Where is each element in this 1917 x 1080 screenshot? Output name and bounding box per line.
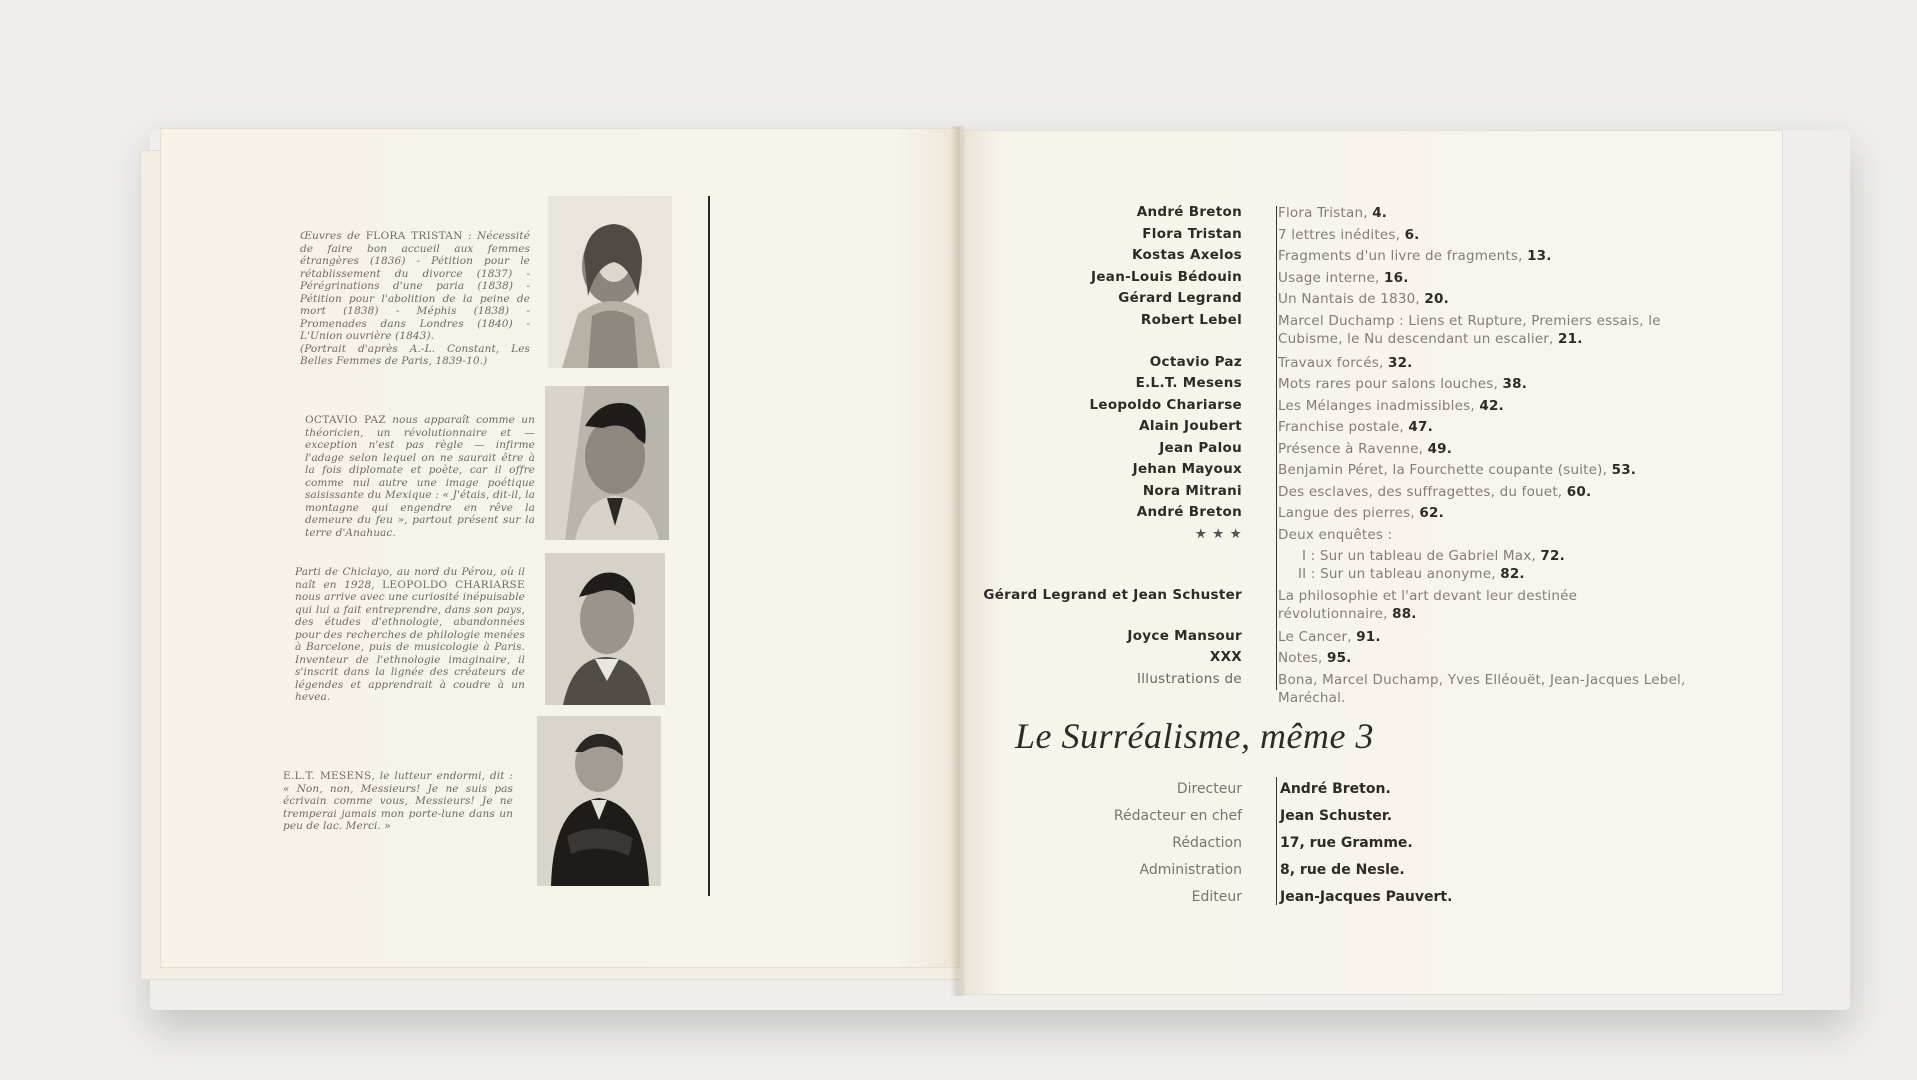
toc-row [970,649,1770,671]
toc-author [970,565,1260,587]
toc-page: 82. [1500,566,1525,582]
toc-title: Fragments d'un livre de fragments, 13. [1278,248,1552,264]
toc-title: Un Nantais de 1830, 20. [1278,291,1449,307]
masthead-label: Rédaction [1172,834,1242,851]
masthead-row [970,883,1670,910]
portrait-flora-tristan [548,196,672,368]
toc-title: Notes, 95. [1278,650,1352,666]
masthead-value: André Breton. [1280,780,1391,797]
toc-page: 72. [1540,548,1565,564]
toc-author: Octavio Paz [1149,353,1242,370]
toc-author: Alain Joubert [1139,418,1242,434]
toc-title: I : Sur un tableau de Gabriel Max, 72. [1302,548,1565,564]
toc-author: Jean Palou [1159,439,1242,456]
toc-author [970,547,1260,565]
bio-caption: (Portrait d'après A.-L. Constant, Les Belles Femmes de Paris, 1839-10.) [300,342,530,367]
toc-row [970,354,1770,376]
toc-row [970,418,1770,440]
masthead-value: 17, rue Gramme. [1280,834,1413,851]
toc-page: 16. [1384,269,1409,286]
toc-author: Gérard Legrand [1118,290,1242,306]
bio-leopoldo-chariarse: Parti de Chiclayo, au nord du Pérou, où il naît en 1928, LEOPOLDO CHARIARSE nous arrive avec une curiosité inépuisable qui lui a fait entreprendre, dans son pays, des études d'ethnologie, abandonnées pour des recherches de philologie menées à Barcelone, puis de musicologie à Paris. Inventeur de l'ethnologie imaginaire, il s'inscrit dans la lignée des créateurs de légendes et apprendrait à coudre à un hevea. [295,566,525,703]
bio-name: OCTAVIO PAZ [305,414,386,426]
bio-elt-mesens: E.L.T. MESENS, le lutteur endormi, dit : « Non, non, Messieurs! Je ne suis pas écrivain comme vous, Messieurs! Je ne tremperai jamais mon porte-lune dans un peu de lac. Merci. » [283,770,513,832]
toc-row [970,204,1770,226]
toc-author: Illustrations de [1136,670,1242,687]
masthead-value: Jean-Jacques Pauvert. [1280,888,1453,905]
masthead-label: Administration [1139,861,1242,878]
toc-row [970,440,1770,462]
toc-author: Robert Lebel [1140,311,1242,328]
toc-row [970,565,1770,587]
toc-page: 42. [1479,397,1504,414]
toc-row [970,526,1770,548]
toc-author: Flora Tristan [1142,225,1242,242]
book-gutter [950,126,966,996]
table-of-contents [970,204,1770,709]
masthead-value: Jean Schuster. [1280,807,1393,824]
toc-row [970,375,1770,397]
toc-author: Nora Mitrani [1142,482,1242,499]
toc-author: Jean-Louis Bédouin [1091,268,1242,285]
toc-author: E.L.T. Mesens [1135,375,1242,391]
toc-row [970,587,1770,625]
portrait-elt-mesens [537,716,661,886]
masthead-value: 8, rue de Nesle. [1280,861,1405,878]
toc-row [970,397,1770,419]
toc-title: Travaux forcés, 32. [1278,354,1413,371]
left-page-rule [708,196,710,896]
toc-page: 13. [1527,248,1552,264]
bio-flora-tristan: Œuvres de FLORA TRISTAN : Nécessité de faire bon accueil aux femmes étrangères (1836) - Pétition pour le rétablissement du divorce (1837) - Pérégrinations d'une paria (1838) - Pétition pour l'abolition de la peine de mort (1838) - Méphis (1838) - Promenades dans Londres (1840) - L'Union ouvrière (1843). (Portrait d'après A.-L. Constant, Les Belles Femmes de Paris, 1839-10.) [300,230,531,367]
bio-name: FLORA TRISTAN [365,230,463,242]
journal-title: Le Surréalisme, même 3 [1015,716,1374,756]
masthead [970,775,1670,910]
masthead-row [970,802,1670,829]
toc-row [970,312,1770,350]
toc-title: Franchise postale, 47. [1278,419,1433,435]
toc-author: Gérard Legrand et Jean Schuster [983,586,1242,603]
toc-page: 60. [1566,483,1592,500]
masthead-label: Editeur [1191,888,1242,905]
toc-page: 38. [1502,376,1528,392]
toc-row [970,547,1770,565]
toc-page: 47. [1408,419,1433,435]
toc-title: II : Sur un tableau anonyme, 82. [1298,566,1525,582]
toc-row [970,483,1770,505]
toc-page: 21. [1558,330,1583,347]
masthead-row [970,856,1670,883]
toc-row [970,628,1770,650]
toc-title: Bona, Marcel Duchamp, Yves Elléouët, Jean-Jacques Lebel, Maréchal. [1278,671,1686,706]
toc-row [970,671,1770,709]
toc-row [970,226,1770,248]
toc-row [970,461,1770,483]
masthead-label: Directeur [1176,780,1242,797]
toc-title: Les Mélanges inadmissibles, 42. [1278,397,1504,414]
toc-title: Présence à Ravenne, 49. [1278,440,1453,457]
toc-author: André Breton [1136,504,1242,520]
bio-name: E.L.T. MESENS [283,770,372,782]
toc-title: Usage interne, 16. [1278,269,1409,286]
toc-author: Joyce Mansour [1127,627,1242,644]
stars-ornament: ★ ★ ★ [1194,525,1242,542]
toc-page: 53. [1611,462,1637,478]
toc-page: 49. [1427,440,1453,457]
toc-title: Le Cancer, 91. [1278,628,1381,645]
toc-page: 91. [1356,628,1381,645]
toc-page: 6. [1404,226,1420,243]
toc-page: 95. [1326,650,1352,666]
toc-row [970,247,1770,269]
toc-page: 4. [1372,205,1388,221]
toc-title: Benjamin Péret, la Fourchette coupante (suite), 53. [1278,462,1637,478]
toc-row [970,504,1770,526]
portrait-leopoldo-chariarse [545,553,665,705]
masthead-label: Rédacteur en chef [1113,807,1242,824]
toc-author: Jehan Mayoux [1132,461,1242,477]
toc-author: Leopoldo Chariarse [1089,396,1242,413]
toc-page: 62. [1419,505,1444,521]
toc-title: Langue des pierres, 62. [1278,505,1444,521]
toc-page: 20. [1424,291,1449,307]
bio-name: LEOPOLDO CHARIARSE [382,578,525,591]
toc-title: La philosophie et l'art devant leur destinée révolutionnaire, 88. [1278,587,1578,622]
toc-title: Flora Tristan, 4. [1278,205,1388,221]
toc-page: 88. [1392,605,1417,622]
bio-octavio-paz: OCTAVIO PAZ nous apparaît comme un théoricien, un révolutionnaire et — exception n'est pas règle — infirme l'adage selon lequel on ne saurait être à la fois diplomate et poète, car il offre comme nul autre une image poétique saisissante du Mexique : « J'étais, dit-il, la montagne qui engendre en rêve la demeure du feu », partout présent sur la terre d'Anahuac. [305,414,536,539]
toc-title: Marcel Duchamp : Liens et Rupture, Premiers essais, le Cubisme, le Nu descendant un escalier, 21. [1278,312,1661,347]
toc-title: Deux enquêtes : [1278,526,1393,543]
toc-title: Mots rares pour salons louches, 38. [1278,376,1528,392]
toc-title: 7 lettres inédites, 6. [1278,226,1420,243]
toc-row [970,269,1770,291]
toc-row [970,290,1770,312]
toc-author: Kostas Axelos [1132,247,1242,263]
masthead-row [970,829,1670,856]
toc-author: André Breton [1136,204,1242,220]
toc-page: 32. [1388,354,1413,371]
masthead-row [970,775,1670,802]
toc-title: Des esclaves, des suffragettes, du fouet, 60. [1278,483,1592,500]
portrait-octavio-paz [545,386,669,540]
toc-author: XXX [1209,649,1242,665]
